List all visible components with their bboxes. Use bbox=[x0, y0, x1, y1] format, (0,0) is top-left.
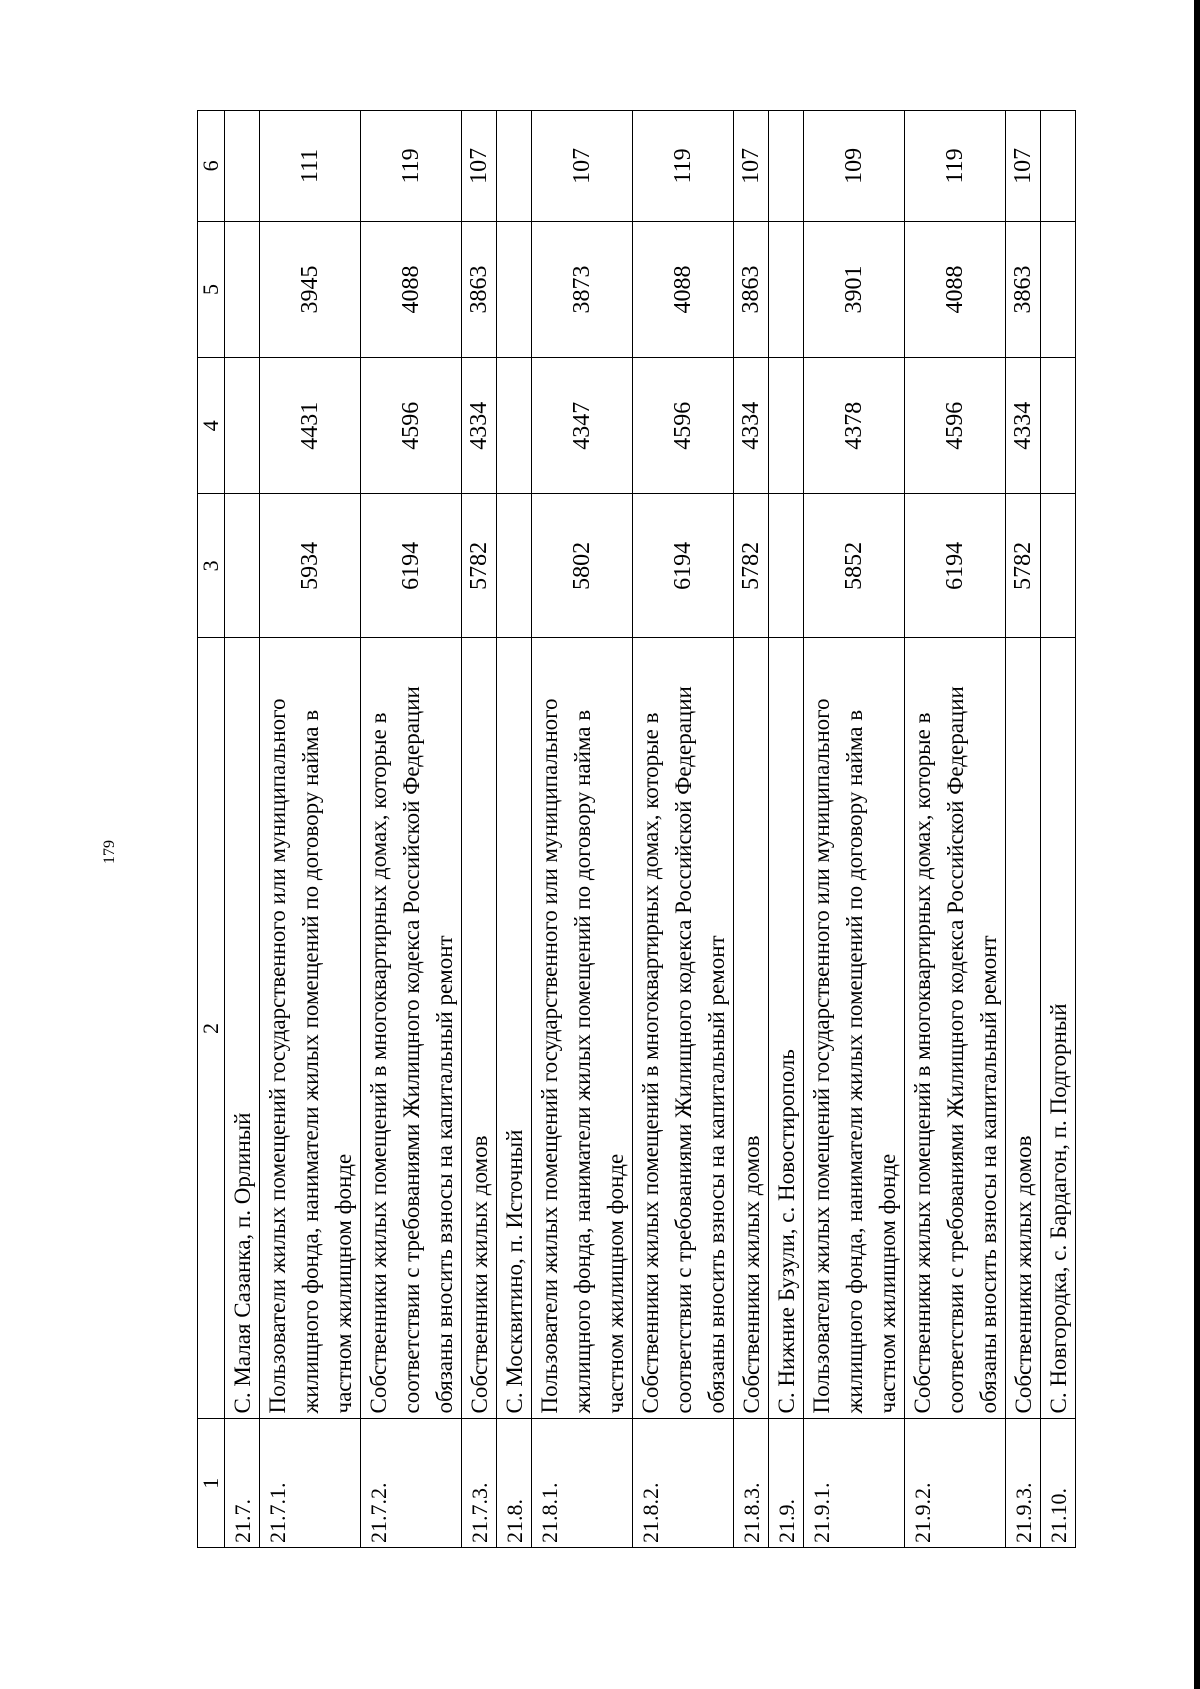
row-name-cell: С. Москвитино, п. Источный bbox=[497, 638, 532, 1419]
table-row bbox=[905, 111, 1006, 1548]
row-code-cell: 21.8.3. bbox=[734, 1419, 769, 1548]
table-header-row bbox=[198, 111, 225, 1548]
row-code-cell: 21.9.1. bbox=[804, 1419, 905, 1548]
table-body bbox=[225, 111, 1076, 1548]
row-name-cell: Пользователи жилых помещений государственного или муниципального жилищного фонда, наниматели жилых помещений по договору найма в частном жилищном фонде bbox=[260, 638, 361, 1419]
row-code-cell: 21.9.3. bbox=[1006, 1419, 1041, 1548]
table-row bbox=[260, 111, 361, 1548]
table-row bbox=[532, 111, 633, 1548]
table-row bbox=[462, 111, 497, 1548]
row-value-cell: 107 bbox=[532, 111, 633, 222]
row-value-cell bbox=[497, 494, 532, 638]
table-row bbox=[497, 111, 532, 1548]
row-code-cell: 21.7.1. bbox=[260, 1419, 361, 1548]
row-value-cell: 4334 bbox=[462, 358, 497, 494]
row-value-cell bbox=[1041, 494, 1076, 638]
row-value-cell bbox=[497, 358, 532, 494]
tariff-table bbox=[197, 110, 1076, 1548]
row-value-cell: 107 bbox=[1006, 111, 1041, 222]
row-value-cell: 6194 bbox=[361, 494, 462, 638]
row-value-cell bbox=[225, 494, 260, 638]
row-code-cell: 21.8. bbox=[497, 1419, 532, 1548]
table-row bbox=[361, 111, 462, 1548]
row-name-cell: С. Новгородка, с. Бардагон, п. Подгорный bbox=[1041, 638, 1076, 1419]
row-code-cell: 21.7. bbox=[225, 1419, 260, 1548]
row-value-cell: 3873 bbox=[532, 221, 633, 357]
row-value-cell: 107 bbox=[462, 111, 497, 222]
row-value-cell bbox=[769, 221, 804, 357]
row-value-cell bbox=[1041, 111, 1076, 222]
row-value-cell: 4596 bbox=[361, 358, 462, 494]
table-row bbox=[1041, 111, 1076, 1548]
tariff-table-container bbox=[197, 110, 1085, 1548]
header-cell: 4 bbox=[198, 358, 225, 494]
header-cell: 2 bbox=[198, 638, 225, 1419]
row-value-cell: 4596 bbox=[633, 358, 734, 494]
row-name-cell: С. Нижние Бузули, с. Новостирополь bbox=[769, 638, 804, 1419]
row-value-cell: 119 bbox=[905, 111, 1006, 222]
row-code-cell: 21.9.2. bbox=[905, 1419, 1006, 1548]
row-name-cell: Пользователи жилых помещений государственного или муниципального жилищного фонда, наниматели жилых помещений по договору найма в частном жилищном фонде bbox=[804, 638, 905, 1419]
table-row bbox=[1006, 111, 1041, 1548]
row-value-cell: 5852 bbox=[804, 494, 905, 638]
row-value-cell: 4334 bbox=[734, 358, 769, 494]
header-cell: 6 bbox=[198, 111, 225, 222]
row-value-cell bbox=[1041, 221, 1076, 357]
row-code-cell: 21.7.2. bbox=[361, 1419, 462, 1548]
row-value-cell: 4596 bbox=[905, 358, 1006, 494]
row-value-cell bbox=[769, 494, 804, 638]
row-value-cell: 3863 bbox=[734, 221, 769, 357]
row-code-cell: 21.8.1. bbox=[532, 1419, 633, 1548]
row-value-cell bbox=[225, 221, 260, 357]
row-value-cell: 111 bbox=[260, 111, 361, 222]
row-value-cell: 4347 bbox=[532, 358, 633, 494]
row-value-cell: 4088 bbox=[361, 221, 462, 357]
row-value-cell bbox=[1041, 358, 1076, 494]
row-name-cell: Собственники жилых домов bbox=[462, 638, 497, 1419]
table-row bbox=[734, 111, 769, 1548]
row-value-cell: 4088 bbox=[633, 221, 734, 357]
row-value-cell: 3901 bbox=[804, 221, 905, 357]
row-value-cell: 109 bbox=[804, 111, 905, 222]
row-value-cell bbox=[225, 358, 260, 494]
row-value-cell: 5782 bbox=[462, 494, 497, 638]
header-cell: 3 bbox=[198, 494, 225, 638]
row-name-cell: С. Малая Сазанка, п. Орлиный bbox=[225, 638, 260, 1419]
header-cell: 1 bbox=[198, 1419, 225, 1548]
header-cell: 5 bbox=[198, 221, 225, 357]
table-row bbox=[225, 111, 260, 1548]
row-value-cell: 5802 bbox=[532, 494, 633, 638]
row-value-cell: 4431 bbox=[260, 358, 361, 494]
page-number: 179 bbox=[101, 840, 118, 864]
row-name-cell: Собственники жилых помещений в многоквартирных домах, которые в соответствии с требованиями Жилищного кодекса Российской Федерации обязаны вносить взносы на капитальный ремонт bbox=[905, 638, 1006, 1419]
row-value-cell: 5782 bbox=[1006, 494, 1041, 638]
row-value-cell: 5782 bbox=[734, 494, 769, 638]
row-value-cell: 4378 bbox=[804, 358, 905, 494]
row-name-cell: Собственники жилых домов bbox=[734, 638, 769, 1419]
row-value-cell bbox=[497, 111, 532, 222]
row-value-cell bbox=[769, 111, 804, 222]
row-code-cell: 21.9. bbox=[769, 1419, 804, 1548]
row-value-cell: 3863 bbox=[462, 221, 497, 357]
row-value-cell: 4334 bbox=[1006, 358, 1041, 494]
row-name-cell: Собственники жилых помещений в многоквартирных домах, которые в соответствии с требованиями Жилищного кодекса Российской Федерации обязаны вносить взносы на капитальный ремонт bbox=[633, 638, 734, 1419]
row-value-cell: 4088 bbox=[905, 221, 1006, 357]
row-value-cell: 119 bbox=[361, 111, 462, 222]
table-row bbox=[769, 111, 804, 1548]
row-value-cell: 5934 bbox=[260, 494, 361, 638]
row-code-cell: 21.10. bbox=[1041, 1419, 1076, 1548]
row-value-cell bbox=[769, 358, 804, 494]
row-value-cell: 119 bbox=[633, 111, 734, 222]
row-code-cell: 21.7.3. bbox=[462, 1419, 497, 1548]
row-code-cell: 21.8.2. bbox=[633, 1419, 734, 1548]
row-name-cell: Пользователи жилых помещений государственного или муниципального жилищного фонда, наниматели жилых помещений по договору найма в частном жилищном фонде bbox=[532, 638, 633, 1419]
row-value-cell: 3863 bbox=[1006, 221, 1041, 357]
row-value-cell bbox=[225, 111, 260, 222]
table-row bbox=[633, 111, 734, 1548]
row-value-cell: 3945 bbox=[260, 221, 361, 357]
scan-edge-bar bbox=[1194, 0, 1200, 1689]
table-row bbox=[804, 111, 905, 1548]
row-value-cell: 6194 bbox=[905, 494, 1006, 638]
row-value-cell: 107 bbox=[734, 111, 769, 222]
row-name-cell: Собственники жилых помещений в многоквартирных домах, которые в соответствии с требованиями Жилищного кодекса Российской Федерации обязаны вносить взносы на капитальный ремонт bbox=[361, 638, 462, 1419]
row-name-cell: Собственники жилых домов bbox=[1006, 638, 1041, 1419]
row-value-cell bbox=[497, 221, 532, 357]
row-value-cell: 6194 bbox=[633, 494, 734, 638]
